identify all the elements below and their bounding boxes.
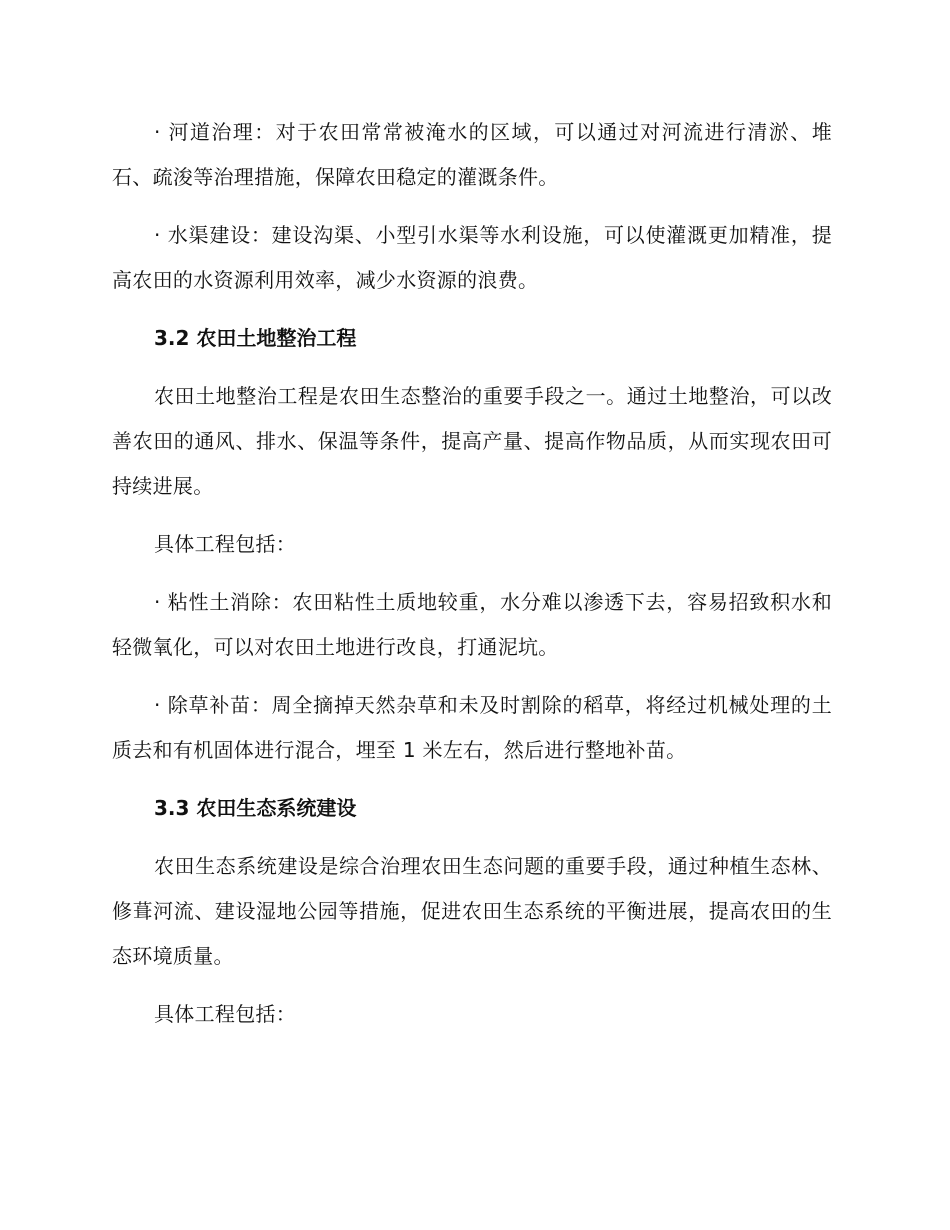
paragraph-specific-projects-2: 具体工程包括： [154, 1002, 297, 1026]
document-body [112, 110, 832, 1037]
paragraph-ecosystem-construction: 农田生态系统建设是综合治理农田生态问题的重要手段，通过种植生态林、修葺河流、建设湿地公园等措施，促进农田生态系统的平衡进展，提高农田的生态环境质量。 [112, 854, 832, 968]
paragraph-land-improvement: 农田土地整治工程是农田生态整治的重要手段之一。通过土地整治，可以改善农田的通风、排水、保温等条件，提高产量、提高作物品质，从而实现农田可持续进展。 [112, 384, 832, 498]
section-heading-3-2: 3.2 农田土地整治工程 [154, 326, 357, 350]
paragraph-specific-projects: 具体工程包括： [154, 532, 297, 556]
bullet-clay-soil-removal: · 粘性土消除：农田粘性土质地较重，水分难以渗透下去，容易招致积水和轻微氧化，可以对农田土地进行改良，打通泥坑。 [112, 590, 832, 659]
section-heading-3-3: 3.3 农田生态系统建设 [154, 796, 357, 820]
bullet-canal-construction: · 水渠建设：建设沟渠、小型引水渠等水利设施，可以使灌溉更加精准，提高农田的水资源利用效率，减少水资源的浪费。 [112, 223, 832, 292]
bullet-river-management: · 河道治理：对于农田常常被淹水的区域，可以通过对河流进行清淤、堆石、疏浚等治理措施，保障农田稳定的灌溉条件。 [112, 120, 832, 189]
bullet-weeding-replanting: · 除草补苗：周全摘掉天然杂草和未及时割除的稻草，将经过机械处理的土质去和有机固体进行混合，埋至 1 米左右，然后进行整地补苗。 [112, 693, 832, 762]
